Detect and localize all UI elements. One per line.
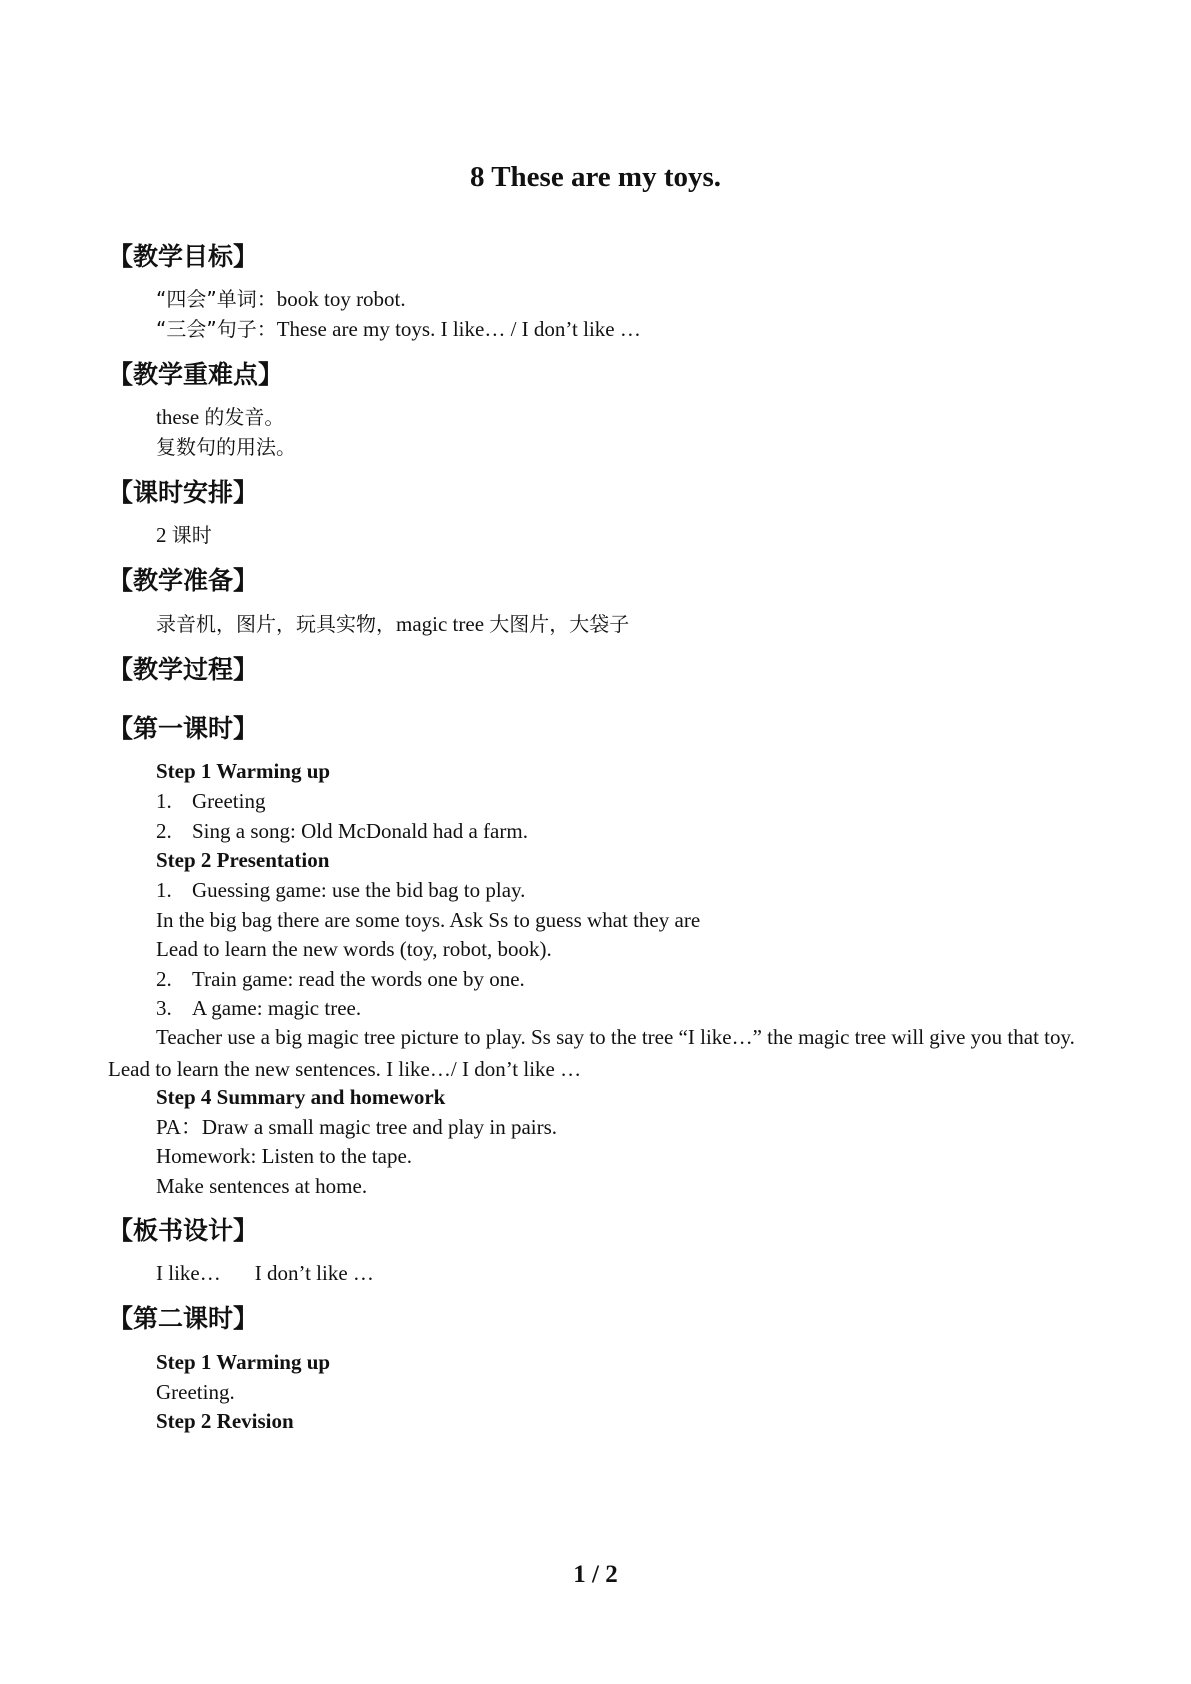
lesson1-step4-make: Make sentences at home. (156, 1174, 368, 1198)
objective-words-label: “四会”单词： (156, 287, 277, 311)
objective-words-line (156, 285, 406, 313)
list-text: Greeting (192, 789, 266, 813)
list-text: A game: magic tree. (192, 996, 362, 1020)
section-heading-key-points: 【教学重难点】 (108, 360, 284, 389)
list-text: Sing a song: Old McDonald had a farm. (192, 819, 528, 843)
lesson1-step1-item-1 (156, 787, 265, 815)
section-heading-lesson-1: 【第一课时】 (108, 714, 259, 743)
lesson1-step1-item-2 (156, 817, 528, 845)
page-number: 1 / 2 (573, 1561, 618, 1588)
schedule-value-cn: 课时 (171, 523, 212, 547)
lesson1-step2-line-2: In the big bag there are some toys. Ask Ss to guess what they are (156, 908, 701, 932)
section-heading-preparation: 【教学准备】 (108, 566, 259, 595)
key-point-1 (156, 403, 284, 431)
objective-sentences-label: “三会”句子： (156, 317, 277, 341)
lesson1-step1-title: Step 1 Warming up (156, 759, 331, 783)
lesson1-step2-item-3 (156, 994, 361, 1022)
section-heading-board: 【板书设计】 (108, 1216, 259, 1245)
lesson1-step4-pa (156, 1113, 557, 1141)
list-number: 1. (156, 878, 172, 902)
preparation-value (156, 610, 629, 638)
list-text: Guessing game: use the bid bag to play. (192, 878, 526, 902)
lesson2-step1-title: Step 1 Warming up (156, 1350, 331, 1374)
schedule-value-num: 2 (156, 523, 172, 547)
list-number: 2. (156, 967, 172, 991)
pa-text: Draw a small magic tree and play in pairs. (201, 1115, 558, 1139)
objective-sentences-line (156, 315, 641, 343)
lesson2-step2-title: Step 2 Revision (156, 1409, 294, 1433)
section-heading-process: 【教学过程】 (108, 655, 259, 684)
lesson2-step1-text: Greeting. (156, 1380, 235, 1404)
list-text: Train game: read the words one by one. (192, 967, 525, 991)
board-content (156, 1259, 374, 1287)
preparation-part-1: 录音机，图片，玩具实物， (156, 612, 396, 636)
key-point-1-en: these (156, 405, 205, 429)
preparation-part-3: 大图片，大袋子 (489, 612, 630, 636)
lesson1-step4-title: Step 4 Summary and homework (156, 1085, 446, 1109)
lesson1-step2-item-1 (156, 876, 525, 904)
section-heading-schedule: 【课时安排】 (108, 478, 259, 507)
key-point-2: 复数句的用法。 (156, 435, 296, 459)
document-title: 8 These are my toys. (469, 161, 722, 193)
key-point-1-cn: 的发音。 (204, 405, 285, 429)
objective-sentences-value: These are my toys. I like… / I don’t like … (276, 317, 641, 341)
lesson1-step4-homework: Homework: Listen to the tape. (156, 1144, 413, 1168)
objective-words-value: book toy robot. (276, 287, 406, 311)
schedule-value (156, 521, 212, 549)
list-number: 1. (156, 789, 172, 813)
board-item-2: I don’t like … (254, 1261, 374, 1285)
pa-label: PA： (156, 1115, 202, 1139)
list-number: 2. (156, 819, 172, 843)
board-item-1: I like… (156, 1261, 221, 1285)
preparation-part-2: magic tree (396, 612, 490, 636)
lesson1-step2-line-3: Lead to learn the new words (toy, robot, book). (156, 937, 552, 961)
list-number: 3. (156, 996, 172, 1020)
section-heading-lesson-2: 【第二课时】 (108, 1304, 259, 1333)
section-heading-objectives: 【教学目标】 (108, 242, 259, 271)
lesson1-step2-item-2 (156, 965, 525, 993)
lesson1-step2-paragraph: Teacher use a big magic tree picture to play. Ss say to the tree “I like…” the magic tree will give you that toy. Lead to learn the new sentences. I like…/ I don’t like … (108, 1025, 1075, 1081)
lesson1-step2-title: Step 2 Presentation (156, 848, 330, 872)
